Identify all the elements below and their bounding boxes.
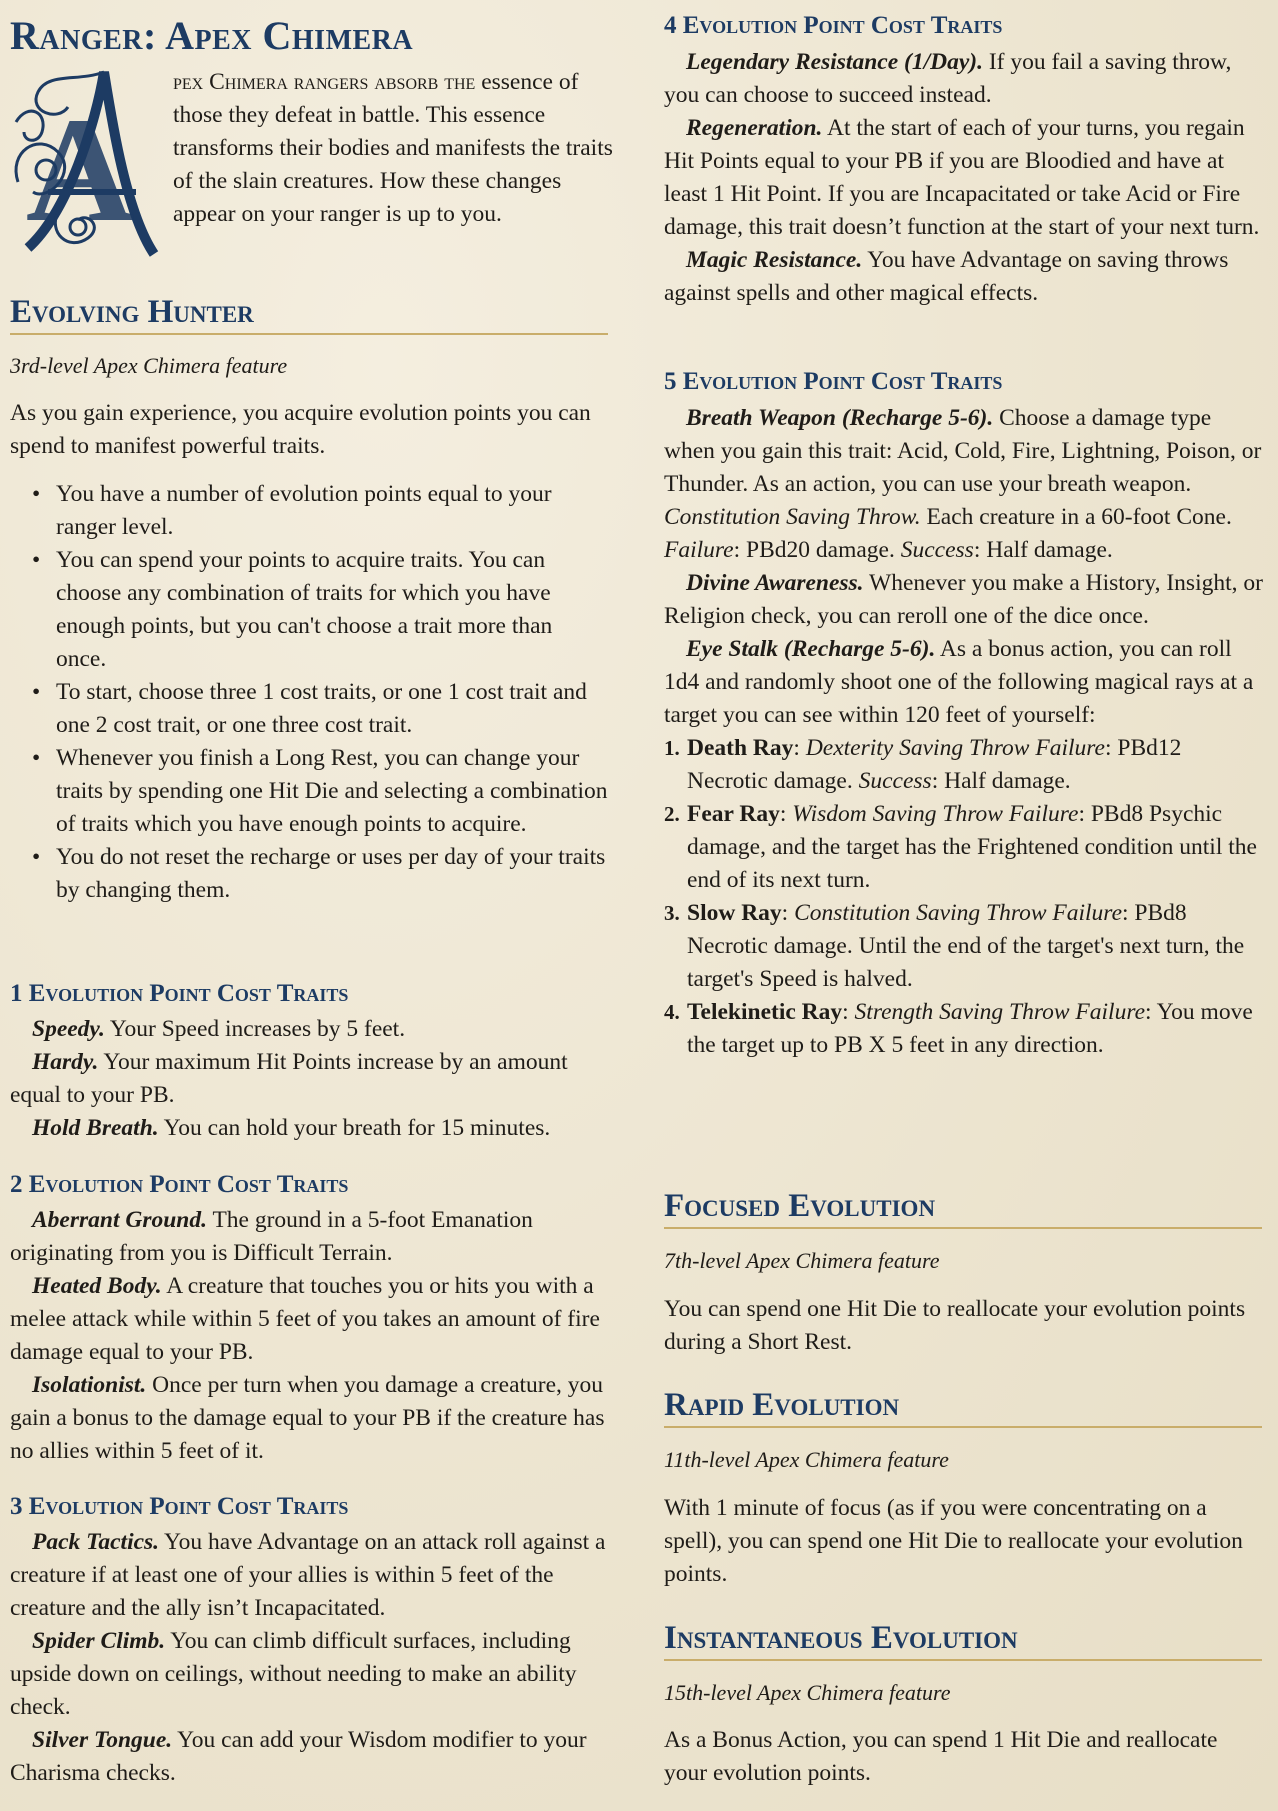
dropcap-letter-a [8,62,160,258]
heading-instantaneous-evolution: Instantaneous Evolution [664,1620,1262,1661]
cost-4-traits [664,46,1264,310]
trait-speedy: Speedy. Your Speed increases by 5 feet. [32,1016,406,1042]
trait-spider-climb: Spider Climb. You can climb difficult surfaces, including upside down on ceilings, without needing to make an ability check. [10,1628,577,1720]
ray-slow: 3. Slow Ray: Constitution Saving Throw Failure: PBd8 Necrotic damage. Until the end of the target's next turn, the target's Speed is halved. [664,900,1245,992]
heading-cost-2: 2 Evolution Point Cost Traits [10,1171,349,1198]
cost-3-traits [10,1526,608,1790]
intro-first-words: pex Chimera rangers absorb the [173,69,476,95]
instantaneous-evolution-paragraph: As a Bonus Action, you can spend 1 Hit Die and reallocate your evolution points. [664,1727,1218,1786]
trait-hardy: Hardy. Your maximum Hit Points increase by an amount equal to your PB. [10,1049,568,1108]
page-title: Ranger: Apex Chimera [10,13,414,58]
ray-telekinetic: 4. Telekinetic Ray: Strength Saving Throw Failure: You move the target up to PB X 5 feet in any direction. [664,999,1253,1058]
list-item: • To start, choose three 1 cost traits, or one 1 cost trait and one 2 cost trait, or one three cost trait. [10,676,608,742]
rapid-evolution-level: 11th-level Apex Chimera feature [664,1447,949,1472]
list-item: • Whenever you finish a Long Rest, you can change your traits by spending one Hit Die and selecting a combination of traits which you have enough points to acquire. [10,742,608,841]
intro-rest: essence of those they defeat in battle. This essence transforms their bodies and manifests the traits of the slain creatures. How these changes appear on your ranger is up to you. [173,69,613,227]
trait-magic-resistance: Magic Resistance. You have Advantage on saving throws against spells and other magical effects. [664,247,1229,306]
trait-pack-tactics: Pack Tactics. You have Advantage on an attack roll against a creature if at least one of your allies is within 5 feet of the creature and the ally isn’t Incapacitated. [10,1529,606,1621]
ray-fear: 2. Fear Ray: Wisdom Saving Throw Failure: PBd8 Psychic damage, and the target has the Frightened condition until the end of its next turn. [664,801,1257,893]
cost-5-traits [664,402,1264,1062]
evolving-hunter-level: 3rd-level Apex Chimera feature [10,353,288,378]
heading-cost-4: 4 Evolution Point Cost Traits [664,12,1003,39]
trait-isolationist: Isolationist. Once per turn when you damage a creature, you gain a bonus to the damage equal to your PB if the creature has no allies within 5 feet of it. [10,1372,605,1464]
trait-regeneration: Regeneration. At the start of each of your turns, you regain Hit Points equal to your PB if you are Bloodied and have at least 1 Hit Point. If you are Incapacitated or take Acid or Fire damage, this trait doesn’t function at the start of your next turn. [664,115,1260,240]
trait-silver-tongue: Silver Tongue. You can add your Wisdom modifier to your Charisma checks. [10,1727,587,1786]
intro-paragraph [173,66,613,231]
cost-1-traits [10,1013,608,1145]
heading-rapid-evolution: Rapid Evolution [664,1387,1262,1428]
evolving-hunter-paragraph: As you gain experience, you acquire evolution points you can spend to manifest powerful traits. [10,400,591,459]
rapid-evolution-paragraph: With 1 minute of focus (as if you were concentrating on a spell), you can spend one Hit Die to reallocate your evolution points. [664,1495,1243,1587]
heading-cost-1: 1 Evolution Point Cost Traits [10,980,349,1007]
list-item: • You can spend your points to acquire traits. You can choose any combination of traits for which you have enough points, but you can't choose a trait more than once. [10,544,608,676]
svg-text:A: A [25,87,135,253]
heading-focused-evolution: Focused Evolution [664,1188,1262,1229]
ray-death: 1. Death Ray: Dexterity Saving Throw Failure: PBd12 Necrotic damage. Success: Half damage. [664,735,1182,794]
evolving-hunter-bullets [10,478,608,907]
trait-divine-awareness: Divine Awareness. Whenever you make a History, Insight, or Religion check, you can reroll one of the dice once. [664,570,1263,629]
focused-evolution-level: 7th-level Apex Chimera feature [664,1248,940,1273]
list-item: • You do not reset the recharge or uses per day of your traits by changing them. [10,841,608,907]
focused-evolution-paragraph: You can spend one Hit Die to reallocate your evolution points during a Short Rest. [664,1296,1246,1355]
list-item: • You have a number of evolution points equal to your ranger level. [10,478,608,544]
instantaneous-evolution-level: 15th-level Apex Chimera feature [664,1680,951,1705]
heading-evolving-hunter: Evolving Hunter [10,294,608,335]
heading-cost-3: 3 Evolution Point Cost Traits [10,1493,349,1520]
cost-2-traits [10,1204,608,1468]
trait-eye-stalk: Eye Stalk (Recharge 5-6). As a bonus action, you can roll 1d4 and randomly shoot one of the following magical rays at a target you can see within 120 feet of yourself: [664,636,1254,728]
heading-cost-5: 5 Evolution Point Cost Traits [664,368,1003,395]
trait-aberrant-ground: Aberrant Ground. The ground in a 5-foot Emanation originating from you is Difficult Terrain. [10,1207,533,1266]
trait-legendary-resistance: Legendary Resistance (1/Day). If you fail a saving throw, you can choose to succeed instead. [664,49,1232,108]
trait-heated-body: Heated Body. A creature that touches you or hits you with a melee attack while within 5 feet of you takes an amount of fire damage equal to your PB. [10,1273,600,1365]
eye-stalk-rays [664,732,1264,1062]
trait-breath-weapon: Breath Weapon (Recharge 5-6). Choose a damage type when you gain this trait: Acid, Cold, Fire, Lightning, Poison, or Thunder. As an action, you can use your breath weapon. Constitution Saving Throw. Each creature in a 60-foot Cone. Failure: PBd20 damage. Success: Half damage. [664,405,1262,563]
trait-hold-breath: Hold Breath. You can hold your breath for 15 minutes. [32,1115,551,1141]
